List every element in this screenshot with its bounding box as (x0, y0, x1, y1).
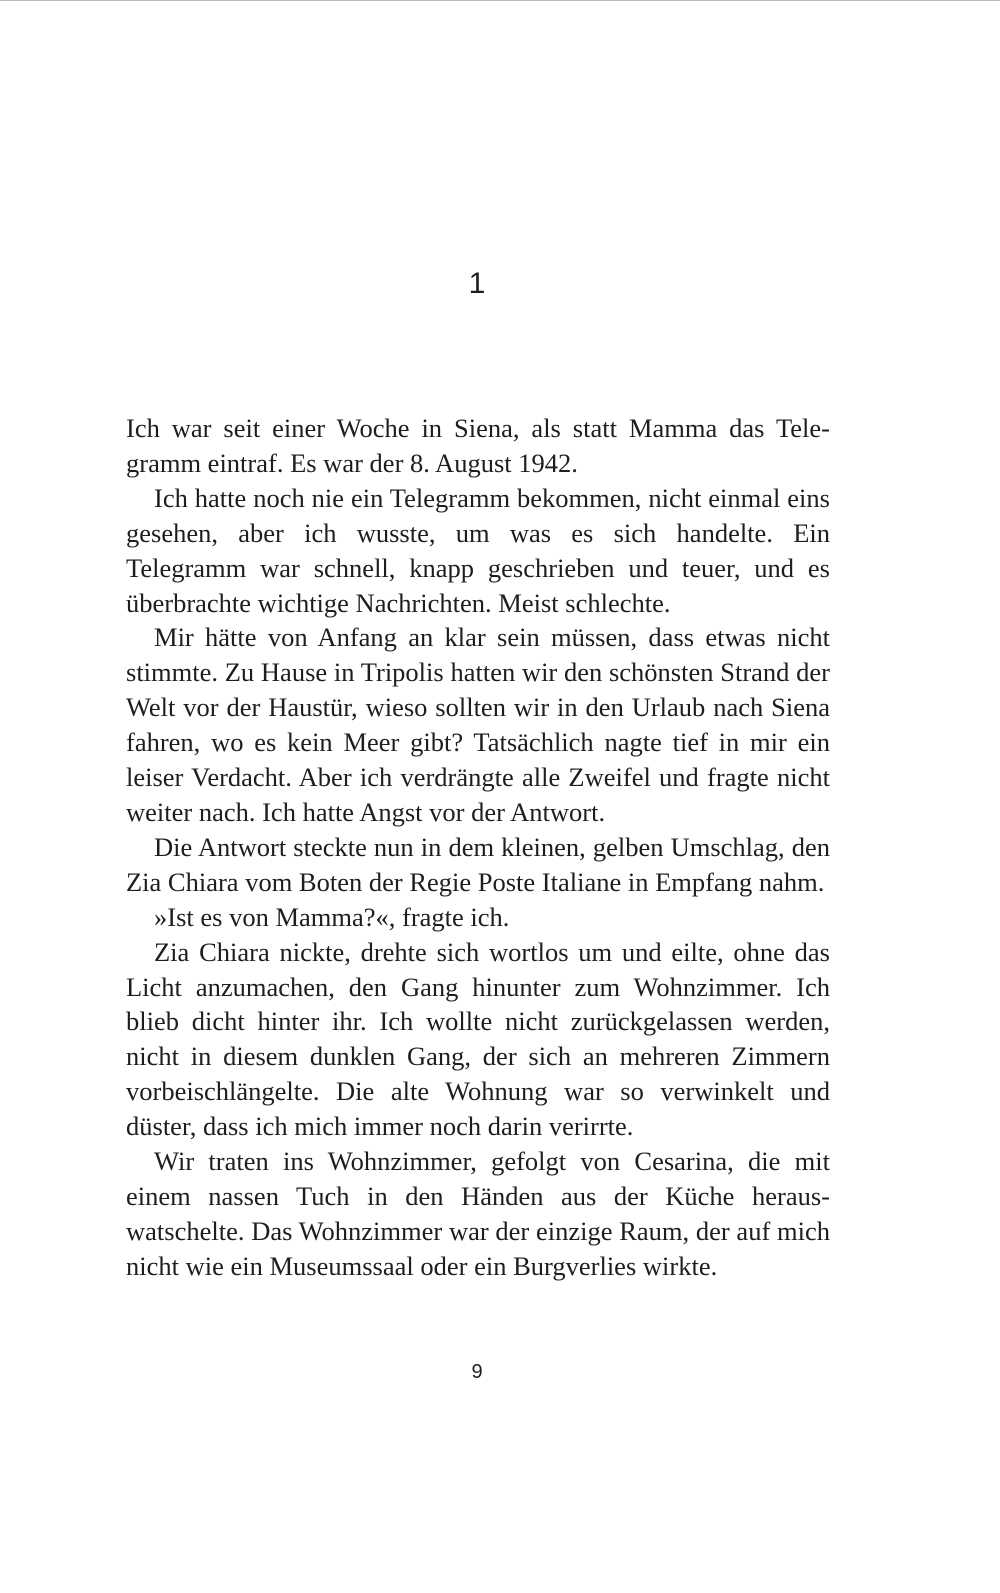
chapter-number: 1 (468, 267, 486, 300)
paragraph: Ich hatte noch nie ein Telegramm bekommen, nicht einmal eins gesehen, aber ich wusste, um was es sich handelte. Ein Telegramm war schnell, knapp geschrieben und teuer, und es überbrachte wichtige Nachrichten. Meist schlechte. (126, 482, 830, 618)
page-number: 9 (471, 1361, 483, 1383)
paragraph: Die Antwort steckte nun in dem kleinen, gelben Umschlag, den Zia Chiara vom Boten der Regie Poste Italiane in Empfang nahm. (126, 831, 830, 897)
paragraph: Mir hätte von Anfang an klar sein müssen, dass etwas nicht stimmte. Zu Hause in Tripolis hatten wir den schönsten Strand der Welt vor der Haustür, wieso sollten wir in den Urlaub nach Siena fahren, wo es kein Meer gibt? Tatsächlich nagte tief in mir ein leiser Verdacht. Aber ich verdrängte alle Zweifel und fragte nicht weiter nach. Ich hatte Angst vor der Antwort. (126, 622, 830, 827)
chapter-body (126, 411, 830, 1284)
paragraph: Ich war seit einer Woche in Siena, als statt Mamma das Telegramm eintraf. Es war der 8. August 1942. (126, 413, 830, 478)
paragraph: »Ist es von Mamma?«, fragte ich. (154, 901, 510, 932)
paragraph: Wir traten ins Wohnzimmer, gefolgt von Cesarina, die mit einem nassen Tuch in den Händen aus der Küche herauswatschelte. Das Wohnzimmer war der einzige Raum, der auf mich nicht wie ein Museumssaal oder ein Burgverlies wirkte. (126, 1146, 830, 1281)
paragraph: Zia Chiara nickte, drehte sich wortlos um und eilte, ohne das Licht anzumachen, den Gang hinunter zum Wohnzimmer. Ich blieb dicht hinter ihr. Ich wollte nicht zurückgelassen werden, nicht in diesem dunklen Gang, der sich an mehreren Zimmern vorbeischlängelte. Die alte Wohnung war so verwinkelt und düster, dass ich mich immer noch darin verirrte. (126, 936, 830, 1142)
